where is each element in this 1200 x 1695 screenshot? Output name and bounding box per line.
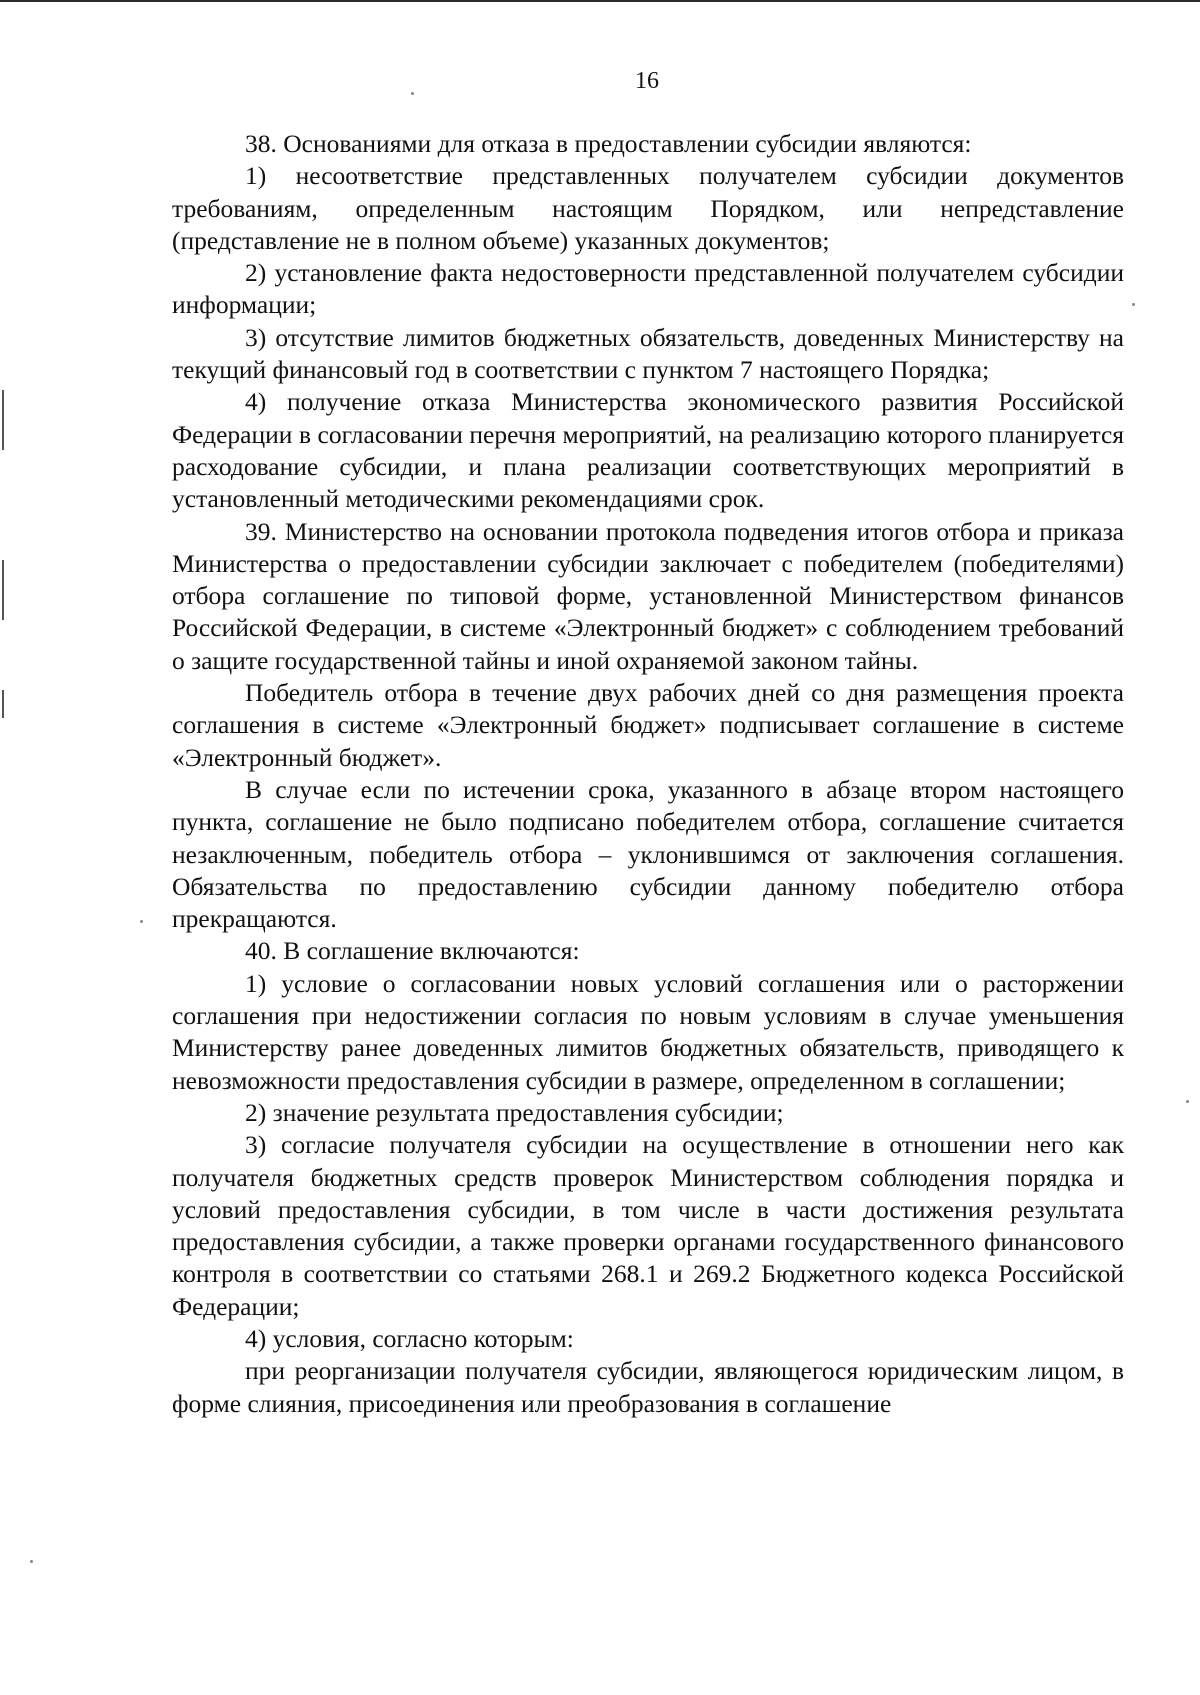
paragraph-38-item-2: 2) установление факта недостоверности представленной получателем субсидии информации; — [172, 258, 1124, 320]
scan-edge-mark — [2, 690, 4, 718]
paragraph-40-item-2: 2) значение результата предоставления субсидии; — [245, 1097, 784, 1127]
scan-speck — [140, 920, 143, 923]
paragraph-38-item-3: 3) отсутствие лимитов бюджетных обязательств, доведенных Министерству на текущий финансовый год в соответствии с пунктом 7 настоящего Порядка; — [172, 322, 1124, 385]
paragraph-39: 39. Министерство на основании протокола подведения итогов отбора и приказа Министерства о предоставлении субсидии заключает с победителем (победителями) отбора соглашение по типовой форме, установленной Министерством финансов Российской Федерации, в системе «Электронный бюджет» с соблюдением требований о защите государственной тайны и иной охраняемой законом тайны. — [172, 516, 1124, 675]
paragraph-40-item-1: 1) условие о согласовании новых условий соглашения или о расторжении соглашения при недостижении согласия по новым условиям в случае уменьшения Министерству ранее доведенных лимитов бюджетных обязательств, приводящего к невозможности предоставления субсидии в размере, определенном в соглашении; — [172, 968, 1124, 1095]
paragraph-38-item-4: 4) получение отказа Министерства экономического развития Российской Федерации в согласовании перечня мероприятий, на реализацию которого планируется расходование субсидии, и плана реализации соответствующих мероприятий в установленный методическими рекомендациями срок. — [172, 387, 1124, 514]
scan-speck — [30, 1560, 33, 1563]
paragraph-reorganization: при реорганизации получателя субсидии, являющегося юридическим лицом, в форме слияния, присоединения или преобразования в соглашение — [172, 1356, 1124, 1418]
paragraph-39-signing: Победитель отбора в течение двух рабочих дней со дня размещения проекта соглашения в системе «Электронный бюджет» подписывает соглашение в системе «Электронный бюджет». — [172, 678, 1124, 772]
scan-speck — [1132, 303, 1135, 306]
document-body — [172, 128, 1124, 1420]
page-number: 16 — [635, 68, 659, 94]
scan-edge-mark — [2, 560, 4, 620]
paragraph-38-item-1: 1) несоответствие представленных получателем субсидии документов требованиям, определенным настоящим Порядком, или непредставление (представление не в полном объеме) указанных документов; — [172, 161, 1124, 255]
paragraph-40-heading: 40. В соглашение включаются: — [245, 936, 580, 966]
scan-top-border — [0, 0, 1200, 2]
paragraph-38-heading: 38. Основаниями для отказа в предоставлении субсидии являются: — [245, 129, 972, 158]
scan-speck — [1186, 1100, 1189, 1103]
scan-edge-mark — [2, 390, 4, 450]
paragraph-39-unsigned: В случае если по истечении срока, указанного в абзаце втором настоящего пункта, соглашение не было подписано победителем отбора, соглашение считается незаключенным, победитель отбора – уклонившимся от заключения соглашения. Обязательства по предоставлению субсидии данному победителю отбора прекращаются. — [172, 774, 1124, 934]
paragraph-40-item-4: 4) условия, согласно которым: — [245, 1323, 574, 1353]
paragraph-40-item-3: 3) согласие получателя субсидии на осуществление в отношении него как получателя бюджетных средств проверок Министерством соблюдения порядка и условий предоставления субсидии, в том числе в части достижения результата предоставления субсидии, а также проверки органами государственного финансового контроля в соответствии со статьями 268.1 и 269.2 Бюджетного кодекса Российской Федерации; — [172, 1130, 1124, 1321]
